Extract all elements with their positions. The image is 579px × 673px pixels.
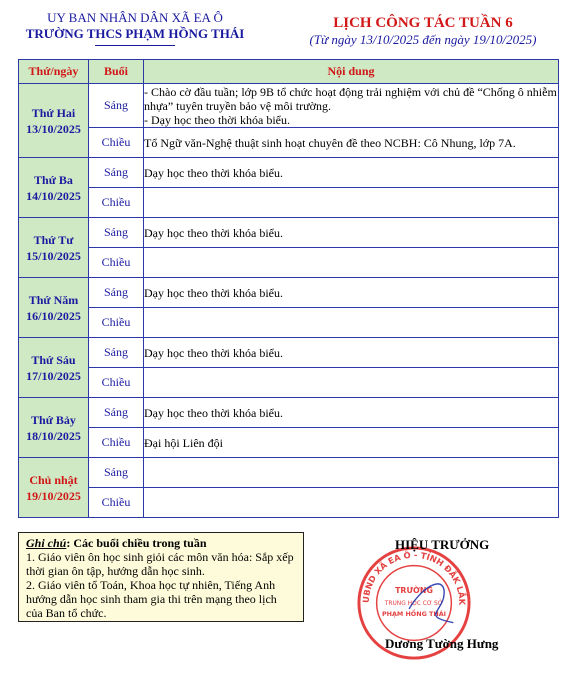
session-afternoon: Chiều [89,488,144,518]
org-name: UY BAN NHÂN DÂN XÃ EA Ô [47,10,223,25]
note-label: Ghi chú [26,536,67,550]
table-header-row [19,60,559,84]
table-row [19,458,559,488]
day-cell [19,278,89,338]
table-row [19,218,559,248]
table-row [19,308,559,338]
day-cell [19,84,89,158]
session-morning: Sáng [89,84,144,128]
content-cell: Dạy học theo thời khóa biểu. [144,338,559,368]
content-cell: Tổ Ngữ văn-Nghệ thuật sinh hoạt chuyên đề theo NCBH: Cô Nhung, lớp 7A. [144,128,559,158]
table-row [19,278,559,308]
day-date: 14/10/2025 [26,188,81,203]
table-row [19,128,559,158]
content-cell [144,248,559,278]
school-name: TRƯỜNG THCS PHẠM HỒNG THÁI [25,26,245,41]
content-cell [144,368,559,398]
note-item: 1. Giáo viên ôn học sinh giỏi các môn văn hóa: Sắp xếp thời gian ôn tập, hướng dẫn học sinh. [26,550,294,578]
document-title: LỊCH CÔNG TÁC TUẦN 6 [333,15,513,31]
note-box [18,532,304,622]
signatory-name: Dương Tường Hưng [385,636,499,651]
session-afternoon: Chiều [89,368,144,398]
content-cell [144,188,559,218]
table-row [19,398,559,428]
session-morning: Sáng [89,338,144,368]
header-underline [95,45,175,46]
content-cell: Dạy học theo thời khóa biểu. [144,398,559,428]
day-date: 17/10/2025 [26,368,81,383]
table-row [19,248,559,278]
day-cell [19,338,89,398]
day-cell [19,218,89,278]
signature-block [355,534,555,664]
table-row [19,368,559,398]
session-afternoon: Chiều [89,128,144,158]
day-name: Thứ Tư [33,232,74,247]
note-item: 2. Giáo viên tổ Toán, Khoa học tự nhiên, Tiếng Anh hướng dẫn học sinh tham gia thi trên mạng theo lịch của Ban tổ chức. [26,578,277,620]
session-afternoon: Chiều [89,188,144,218]
day-cell [19,158,89,218]
table-row [19,188,559,218]
day-name: Thứ Ba [34,172,73,187]
session-afternoon: Chiều [89,248,144,278]
document-title-block [278,14,568,48]
day-name: Thứ Hai [31,105,76,120]
day-name: Thứ Năm [28,292,79,307]
school-header [20,10,250,46]
day-date: 19/10/2025 [26,488,81,503]
schedule-table [18,59,559,518]
day-cell [19,458,89,518]
table-row [19,488,559,518]
day-name: Thứ Sáu [31,352,76,367]
content-cell: Dạy học theo thời khóa biểu. [144,278,559,308]
note-title-text: : Các buổi chiều trong tuần [66,536,207,550]
session-morning: Sáng [89,158,144,188]
day-date: 15/10/2025 [26,248,81,263]
content-cell [144,458,559,488]
session-morning: Sáng [89,458,144,488]
col-header-day: Thứ/ngày [19,60,89,84]
seal-ring-text: UBND XÃ EA Ô - TỈNH ĐẮK LẮK [360,549,468,606]
day-name: Chủ nhật [29,472,78,487]
table-row [19,158,559,188]
session-afternoon: Chiều [89,308,144,338]
note-title [26,536,296,550]
table-row [19,428,559,458]
day-name: Thứ Bảy [31,412,76,427]
seal-line: TRƯỜNG [395,586,433,596]
content-cell: Dạy học theo thời khóa biểu. [144,218,559,248]
content-line: - Dạy học theo thời khóa biểu. [144,112,290,127]
content-line: - Chào cờ đầu tuần; lớp 9B tổ chức hoạt động trải nghiệm với chủ đề “Chống ô nhiễm nhựa” tuyên truyền bảo vệ môi trường. [144,84,557,113]
seal-line: TRUNG HỌC CƠ SỞ [384,600,444,607]
document-date-range: (Từ ngày 13/10/2025 đến ngày 19/10/2025) [309,32,537,47]
content-cell [144,308,559,338]
session-afternoon: Chiều [89,428,144,458]
table-row [19,84,559,128]
content-cell: Dạy học theo thời khóa biểu. [144,158,559,188]
day-cell [19,398,89,458]
session-morning: Sáng [89,278,144,308]
signature-title: HIỆU TRƯỞNG [395,537,490,552]
table-row [19,338,559,368]
content-cell [144,488,559,518]
session-morning: Sáng [89,218,144,248]
seal-line: PHẠM HỒNG THÁI [381,609,447,618]
content-cell: Đại hội Liên đội [144,428,559,458]
col-header-session: Buổi [89,60,144,84]
col-header-content: Nội dung [144,60,559,84]
day-date: 13/10/2025 [26,121,81,136]
content-cell [144,84,559,128]
day-date: 16/10/2025 [26,308,81,323]
session-morning: Sáng [89,398,144,428]
day-date: 18/10/2025 [26,428,81,443]
